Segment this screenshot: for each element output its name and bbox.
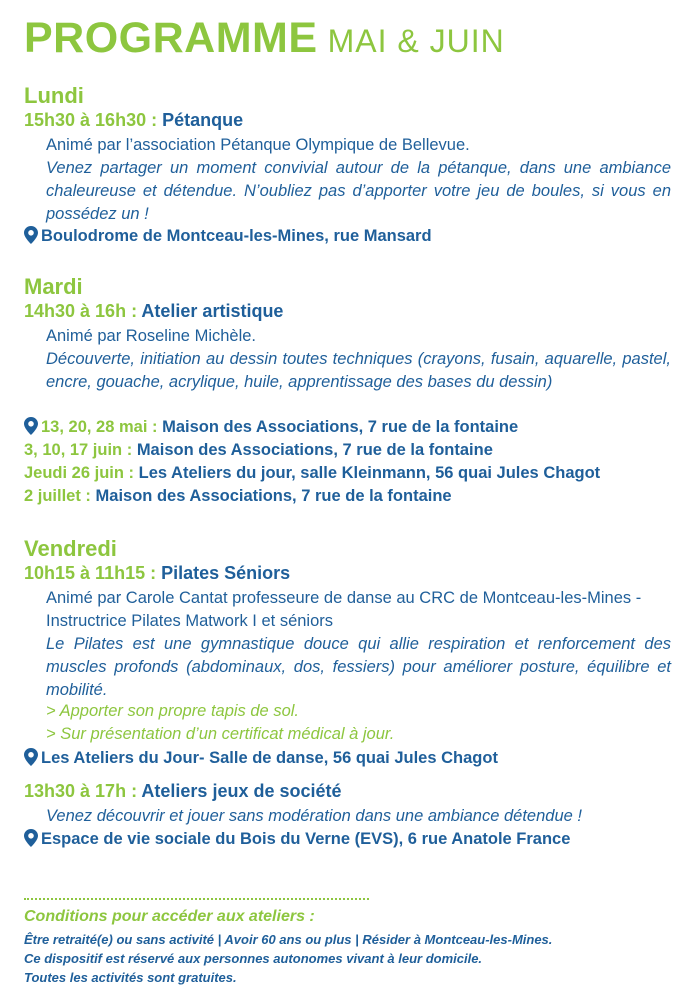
location-pin-icon (24, 748, 38, 766)
day-heading-lundi: Lundi (24, 83, 84, 108)
session-line (24, 441, 493, 460)
title-main: PROGRAMME (24, 14, 318, 62)
session-line (24, 487, 452, 506)
session-place: Les Ateliers du jour, salle Kleinmann, 56 quai Jules Chagot (138, 464, 601, 482)
activity-time: 15h30 à 16h30 : (24, 110, 158, 130)
activity-animator: Animé par l’association Pétanque Olympique de Bellevue. (46, 136, 470, 154)
location-pin-icon (24, 226, 38, 244)
activity-heading-pilates (24, 563, 290, 584)
session-place: Maison des Associations, 7 rue de la fontaine (95, 487, 452, 505)
session-place: Maison des Associations, 7 rue de la fontaine (136, 441, 493, 459)
activity-name: Pilates Séniors (161, 563, 291, 583)
conditions-title: Conditions pour accéder aux ateliers : (24, 908, 315, 925)
session-line (24, 464, 600, 483)
conditions-line: Toutes les activités sont gratuites. (24, 970, 237, 985)
activity-location (24, 226, 432, 246)
conditions-line: Ce dispositif est réservé aux personnes autonomes vivant à leur domicile. (24, 951, 483, 966)
activity-time: 10h15 à 11h15 : (24, 563, 157, 583)
page-title (24, 14, 505, 63)
activity-time: 14h30 à 16h : (24, 301, 138, 321)
session-dates: 2 juillet : (24, 487, 91, 505)
activity-time: 13h30 à 17h : (24, 781, 138, 801)
location-pin-icon (24, 829, 38, 847)
activity-description: Venez partager un moment convivial autour de la pétanque, dans une ambiance chaleureuse et détendue. N’oubliez pas d’apporter votre jeu de boules, si vous en possédez un ! (46, 159, 671, 223)
day-heading-mardi: Mardi (24, 274, 83, 299)
session-place: Maison des Associations, 7 rue de la fontaine (162, 418, 519, 436)
activity-note: > Sur présentation d’un certificat médical à jour. (46, 725, 395, 743)
activity-animator: Animé par Carole Cantat professeure de danse au CRC de Montceau-les-Mines - Instructrice Pilates Matwork I et séniors (46, 589, 642, 630)
activity-description: Venez découvrir et jouer sans modération dans une ambiance détendue ! (46, 807, 582, 825)
activity-name: Ateliers jeux de société (141, 781, 342, 801)
day-heading-vendredi: Vendredi (24, 536, 117, 561)
session-dates: 13, 20, 28 mai : (41, 418, 158, 436)
session-dates: Jeudi 26 juin : (24, 464, 135, 482)
title-sub: MAI & JUIN (327, 23, 505, 59)
activity-heading-atelier-artistique (24, 301, 283, 322)
activity-animator: Animé par Roseline Michèle. (46, 327, 257, 345)
session-dates: 3, 10, 17 juin : (24, 441, 133, 459)
location-pin-icon (24, 417, 38, 435)
activity-description: Le Pilates est une gymnastique douce qui allie respiration et renforcement des muscles profonds (abdominaux, dos, fessiers) pour améliorer posture, équilibre et mobilité. (46, 635, 671, 699)
dotted-divider (24, 898, 369, 900)
activity-location (24, 748, 498, 768)
activity-heading-petanque (24, 110, 243, 131)
activity-heading-jeux-de-societe (24, 781, 342, 802)
activity-description: Découverte, initiation au dessin toutes techniques (crayons, fusain, aquarelle, pastel, encre, gouache, acrylique, huile, apprentissage des bases du dessin) (46, 350, 671, 391)
location-text: Les Ateliers du Jour- Salle de danse, 56 quai Jules Chagot (41, 749, 498, 767)
activity-name: Pétanque (162, 110, 244, 130)
activity-location (24, 829, 570, 849)
location-text: Espace de vie sociale du Bois du Verne (EVS), 6 rue Anatole France (41, 830, 571, 848)
conditions-line: Être retraité(e) ou sans activité | Avoir 60 ans ou plus | Résider à Montceau-les-Mines. (24, 932, 553, 947)
session-line (24, 417, 518, 437)
location-text: Boulodrome de Montceau-les-Mines, rue Mansard (41, 227, 432, 245)
activity-note: > Apporter son propre tapis de sol. (46, 702, 299, 720)
activity-name: Atelier artistique (141, 301, 284, 321)
